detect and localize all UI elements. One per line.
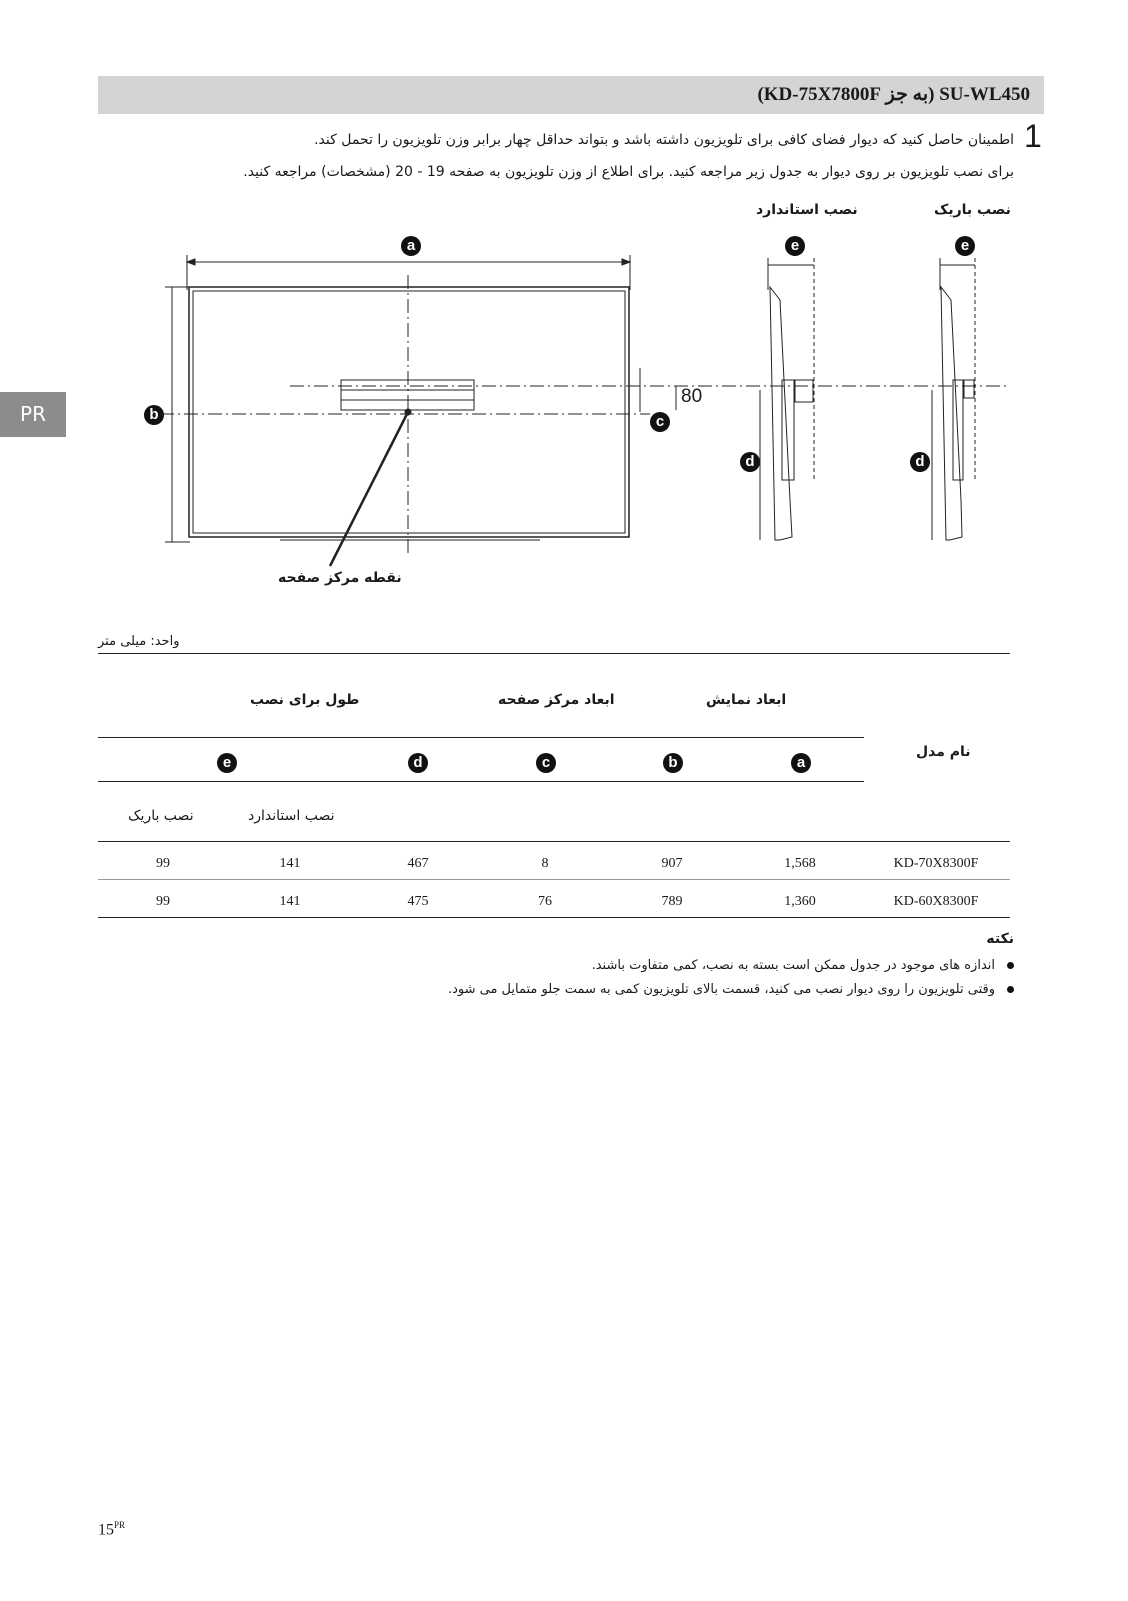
table-cell: 141	[279, 894, 301, 909]
col-marker-a: a	[791, 753, 811, 773]
table-cell: 99	[156, 856, 170, 871]
table-cell: 1,568	[784, 856, 816, 871]
col-marker-b: b	[663, 753, 683, 773]
table-top-rule	[98, 653, 1010, 654]
table-cell: 141	[279, 856, 301, 871]
note-item: وقتی تلویزیون را روی دیوار نصب می کنید، قسمت بالای تلویزیون کمی به سمت جلو متمایل می شود.	[448, 982, 1014, 997]
step-text-line-1: اطمینان حاصل کنید که دیوار فضای کافی برای تلویزیون داشته باشد و بتواند حداقل چهار برابر وزن تلویزیون را تحمل کند.	[314, 132, 1014, 148]
marker-e-slim: e	[955, 236, 975, 256]
language-tab: PR	[0, 392, 66, 437]
header-center-dimensions: ابعاد مرکز صفحه	[498, 692, 615, 708]
table-group-rule	[98, 737, 864, 738]
table-cell: 467	[407, 856, 429, 871]
marker-a: a	[401, 236, 421, 256]
table-cell: 8	[541, 856, 549, 871]
note-title: نکته	[986, 931, 1014, 947]
marker-d-slim: d	[910, 452, 930, 472]
bullet-icon	[1007, 986, 1014, 993]
marker-c: c	[650, 412, 670, 432]
header-model-name: نام مدل	[916, 744, 971, 760]
unit-label: واحد: میلی متر	[98, 634, 180, 649]
step-text-line-2: برای نصب تلویزیون بر روی دیوار به جدول زیر مراجعه کنید. برای اطلاع از وزن تلویزیون به صفحه 19 - 20 (مشخصات) مراجعه کنید.	[243, 164, 1014, 180]
bullet-icon	[1007, 962, 1014, 969]
table-cell: 475	[407, 894, 429, 909]
table-cell: 1,360	[784, 894, 816, 909]
table-cell: 99	[156, 894, 170, 909]
col-marker-d: d	[408, 753, 428, 773]
note-item: اندازه های موجود در جدول ممکن است بسته به نصب، کمی متفاوت باشند.	[592, 958, 1014, 973]
marker-b: b	[144, 405, 164, 425]
table-cell: 907	[661, 856, 683, 871]
marker-d-standard: d	[740, 452, 760, 472]
step-number: 1	[1024, 118, 1042, 154]
slim-mount-label: نصب باریک	[934, 202, 1011, 218]
table-cell-model: KD-60X8300F	[893, 894, 979, 909]
marker-e-standard: e	[785, 236, 805, 256]
table-marker-rule	[98, 781, 864, 782]
dimension-80-label: 80	[681, 386, 703, 407]
subheader-slim: نصب باریک	[128, 808, 194, 824]
page-number: $15^{PR}$	[98, 1520, 126, 1539]
table-cell: 76	[538, 894, 552, 909]
table-cell: 789	[661, 894, 683, 909]
header-mount-length: طول برای نصب	[250, 692, 360, 708]
table-cell-model: KD-70X8300F	[893, 856, 979, 871]
table-bottom-rule	[98, 917, 1010, 918]
table-header-rule	[98, 841, 1010, 842]
standard-mount-label: نصب استاندارد	[756, 202, 858, 218]
wall-mount-diagram	[0, 0, 1128, 620]
col-marker-e: e	[217, 753, 237, 773]
section-title: SU-WL450 (به جز KD-75X7800F)	[757, 84, 1030, 105]
subheader-standard: نصب استاندارد	[248, 808, 335, 824]
col-marker-c: c	[536, 753, 556, 773]
table-row-rule	[98, 879, 1010, 880]
header-display-dimensions: ابعاد نمایش	[706, 692, 787, 708]
screen-center-label: نقطه مرکز صفحه	[278, 570, 402, 586]
